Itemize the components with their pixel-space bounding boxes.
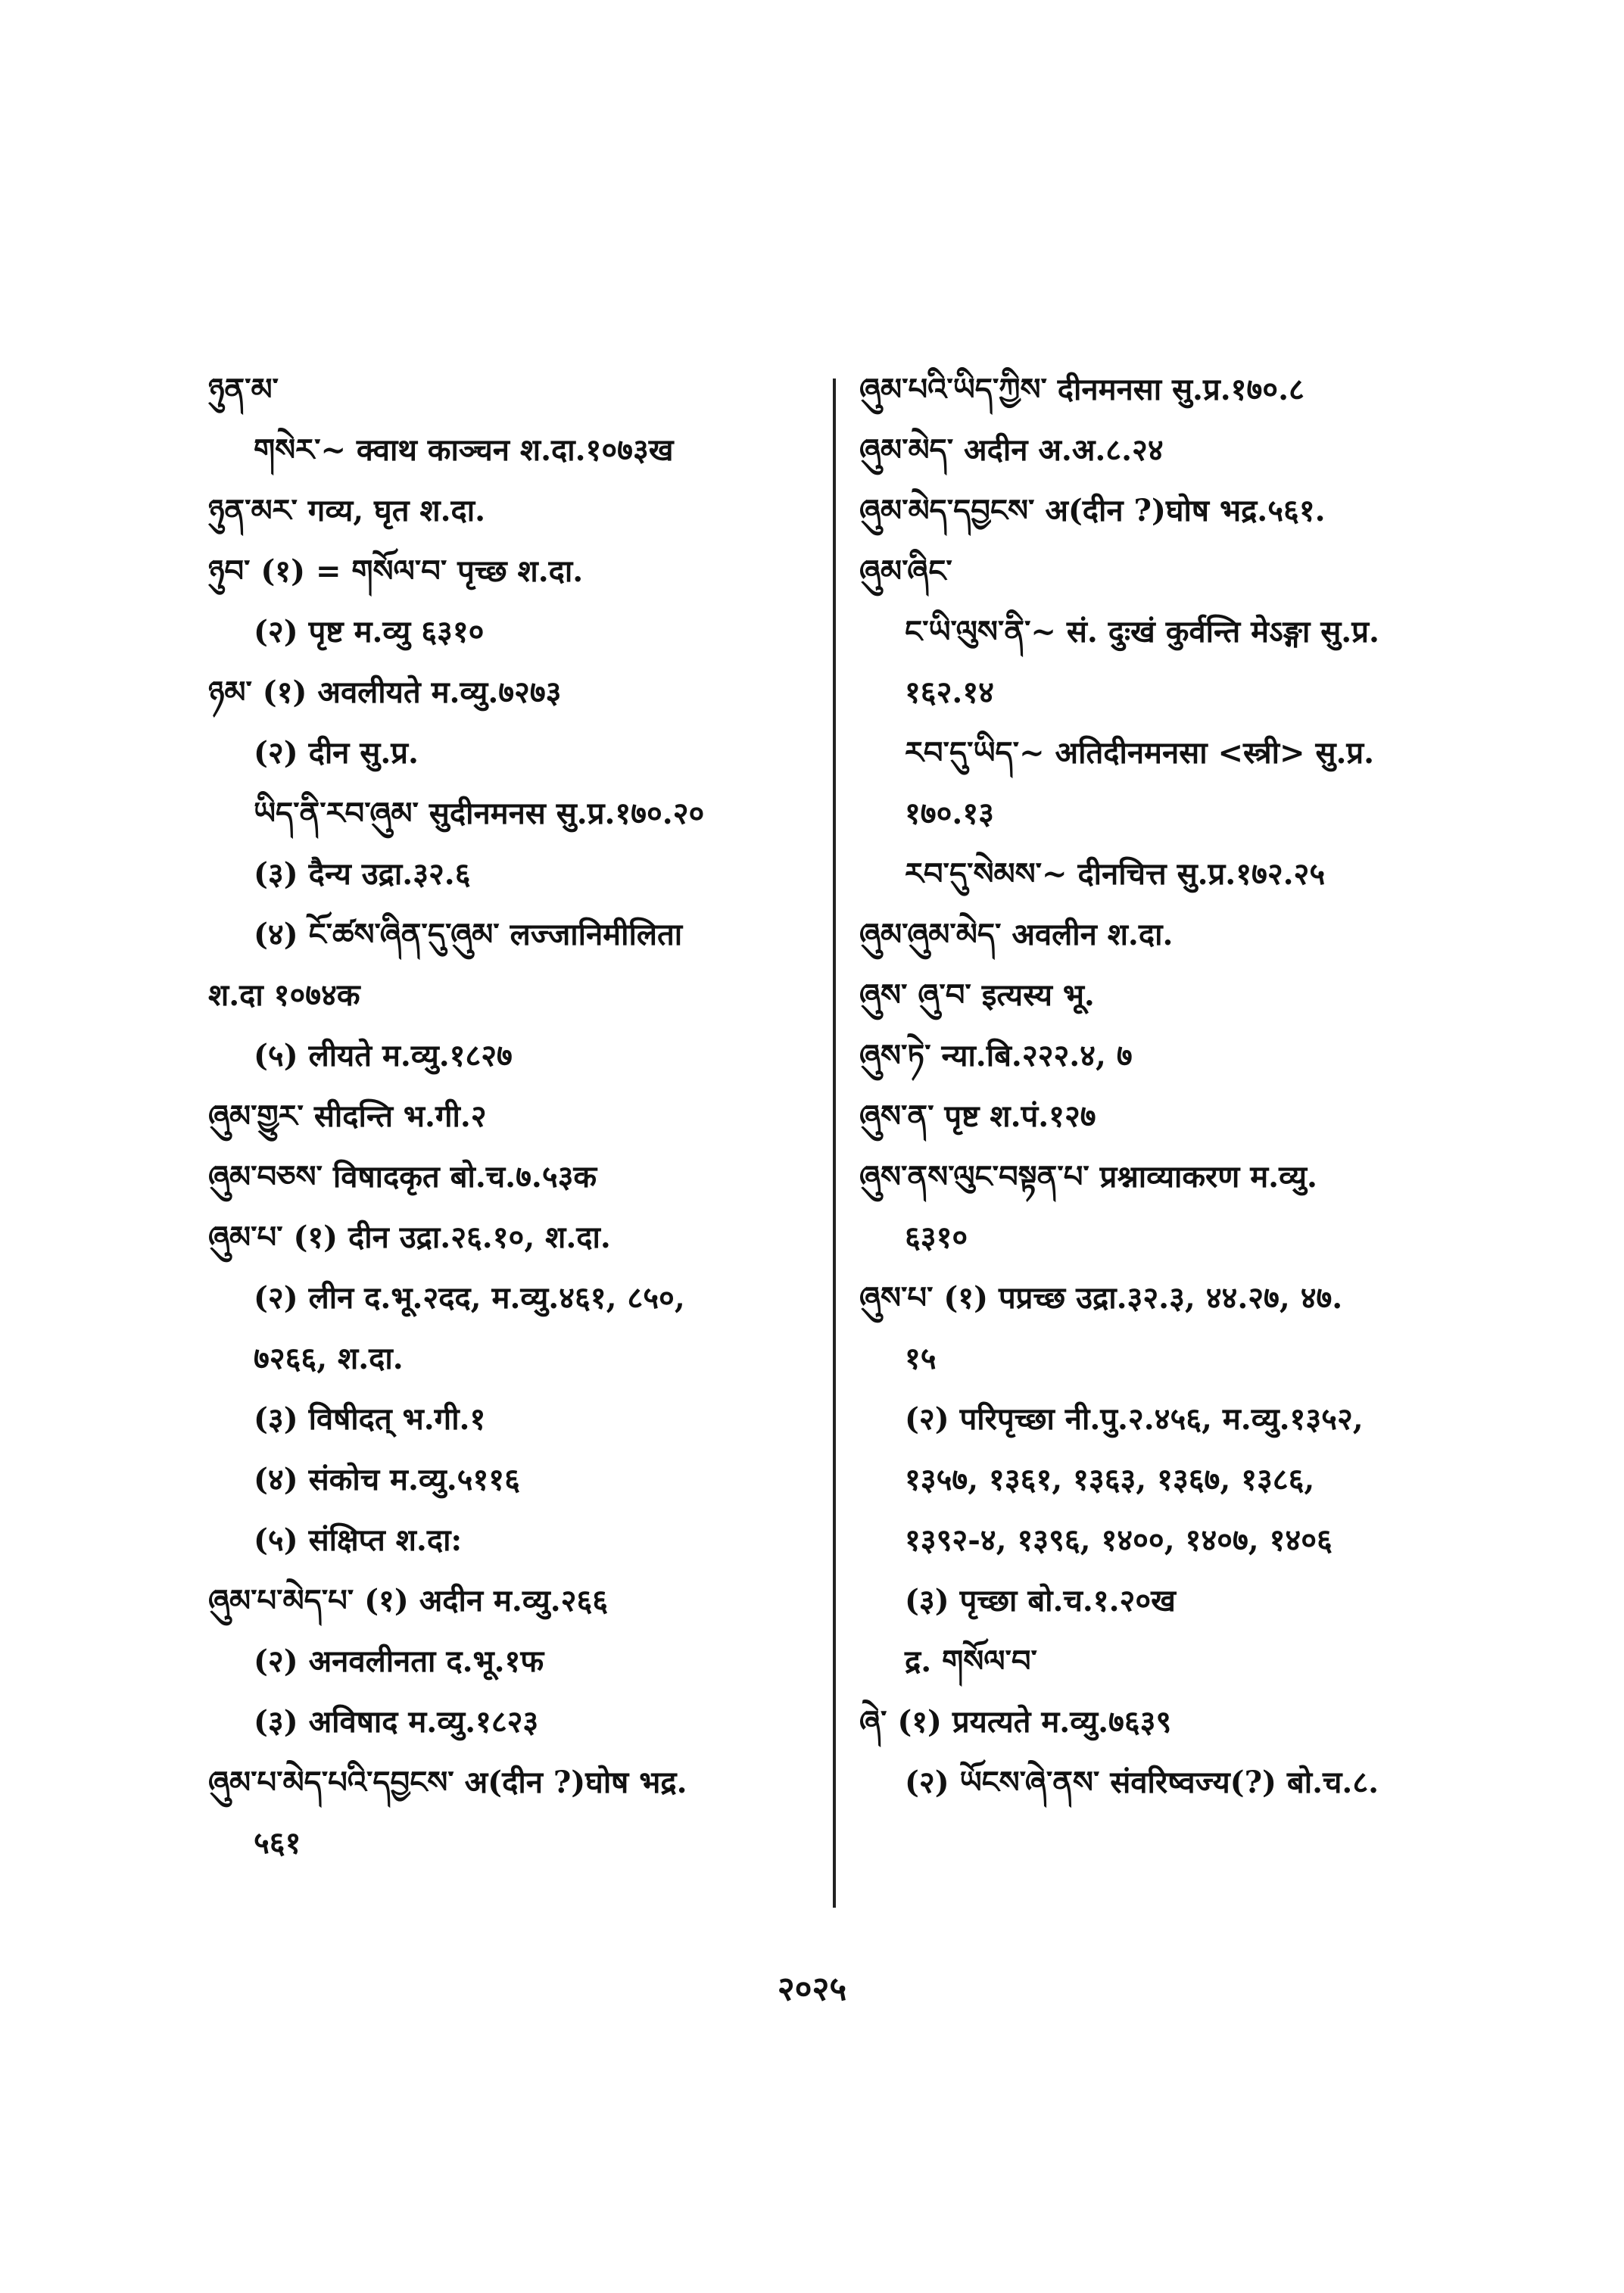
entry-line: द्र. གསོལ་བ་ [905,1643,1037,1679]
entry-line: (२) दीन सु.प्र. [254,735,419,771]
entry-line: རབ་དུ་སེམས་~ दीनचित्त सु.प्र.१७२.२५ [905,856,1326,892]
entry-line: (२) ཡོངས་ཞེ་ནས་ संवरिष्वज्य(?) बो.च.८. [905,1765,1379,1800]
entry-line: ५६१ [254,1825,301,1861]
entry-line: གསེར་~ क्वाथ काञ्चन श.दा.१०७३ख [254,432,674,468]
entry-line: ཡིད་ནི་རབ་ཞུམ་ सुदीनमनस सु.प्र.१७०.२० [254,796,705,831]
entry-line: १३९२-४, १३९६, १४००, १४०७, १४०६ [905,1522,1333,1558]
entry-line: (३) विषीदत् भ.गी.१ [254,1401,486,1437]
entry-line: (२) अनवलीनता द.भू.१फ [254,1643,544,1679]
entry-line: ཞུམ་ཞིང་ [859,553,952,589]
column-divider [833,379,836,1908]
entry-line: ཞུམ་པའི་ཡིད་ཀྱིས་ दीनमनसा सु.प्र.१७०.८ [859,372,1304,407]
page-number: २०२५ [777,1970,847,2008]
entry-line: (३) दैन्य उद्रा.३२.६ [254,856,471,892]
right-column [859,371,1465,1824]
entry-line: ཉུབ་ (१) = གསོལ་བ་ पृच्छ श.दा. [208,553,584,589]
left-column [208,371,814,1885]
entry-line: ང་ཡི་ལུས་ནི་~ सं. दुःखं कुर्वन्ति मेऽङ्गा सु.प्र. [905,614,1379,650]
entry-line: ཞུས་པ་ (१) पप्रच्छ उद्रा.३२.३, ४४.२७, ४७. [859,1280,1343,1316]
entry-line: (३) अविषाद म.व्यु.१८२३ [254,1704,539,1740]
entry-line: ཞེ་ (१) प्रयत्यते म.व्यु.७६३९ [859,1704,1172,1740]
entry-line: (२) लीन द.भू.२दद, म.व्यु.४६१, ८५०, [254,1280,685,1316]
entry-line: ཞུམ་མེད་དབྱངས་ अ(दीन ?)घोष भद्र.५६१. [859,493,1326,528]
entry-line: १५ [905,1341,937,1376]
entry-line: ७२६६, श.दा. [254,1341,404,1376]
entry-line: ཞུས་ ཞུ་བ་ इत्यस्य भू. [859,977,1095,1013]
entry-line: श.दा १०७४क [208,977,360,1013]
entry-line: ६३१० [905,1220,968,1255]
entry-line: ཞུས་ན་ पृष्ट श.पं.१२७ [859,1098,1096,1134]
entry-line: (२) पृष्ट म.व्यु ६३१० [254,614,485,650]
entry-line: १३५७, १३६१, १३६३, १३६७, १३८६, [905,1462,1315,1497]
entry-line: (४) ངོ་ཚས་ཞིན་དུ་ཞུམ་ लज्जानिमीलिता [254,917,683,952]
entry-line: (५) लीयते म.व्यु.१८२७ [254,1038,513,1073]
entry-line: (३) पृच्छा बो.च.१.२०ख [905,1583,1176,1618]
entry-line: ཞུམ་བཅས་ विषादकृत बो.च.७.५३क [208,1159,597,1195]
entry-line: (२) परिपृच्छा नी.पु.२.४५६, म.व्यु.१३५२, [905,1401,1364,1437]
entry-line: १६२.१४ [905,675,994,710]
entry-line: ཞུས་ནས་ལུང་བསྟན་པ་ प्रश्नाव्याकरण म.व्यु. [859,1159,1317,1195]
entry-line: ཞུས་ཏེ་ न्या.बि.२२२.४, ७ [859,1038,1133,1073]
entry-line: ཞུམ་པ་ (१) दीन उद्रा.२६.१०, श.दा. [208,1220,611,1255]
entry-line: ཞུམ་པ་མེད་པ་ (१) अदीन म.व्यु.२६६ [208,1583,609,1618]
entry-line: ཉུན་མར་ गव्य, घृत श.दा. [208,493,486,528]
entry-line: ཞུམ་མེད་ अदीन अ.अ.८.२४ [859,432,1164,468]
entry-line: ཞུམ་ཞུམ་མེད་ अवलीन श.दा. [859,917,1174,952]
entry-line: (४) संकोच म.व्यु.५११६ [254,1462,520,1497]
entry-line: ཞུམ་པ་མེད་པའི་དབྱངས་ अ(दीन ?)घोष भद्र. [208,1765,687,1800]
entry-line: ཉུན་མ་ [208,372,279,407]
entry-line: རབ་དུ་ཡིད་~ अतिदीनमनसा <स्त्री> सु.प्र. [905,735,1375,771]
entry-line: (५) संक्षिप्त श.दा: [254,1522,463,1558]
entry-line: ཉམ་ (१) अवलीयते म.व्यु.७२७३ [208,675,562,710]
entry-line: १७०.१३ [905,796,994,831]
entry-line: ཞུམ་གྱུར་ सीदन्ति भ.गी.२ [208,1098,487,1134]
